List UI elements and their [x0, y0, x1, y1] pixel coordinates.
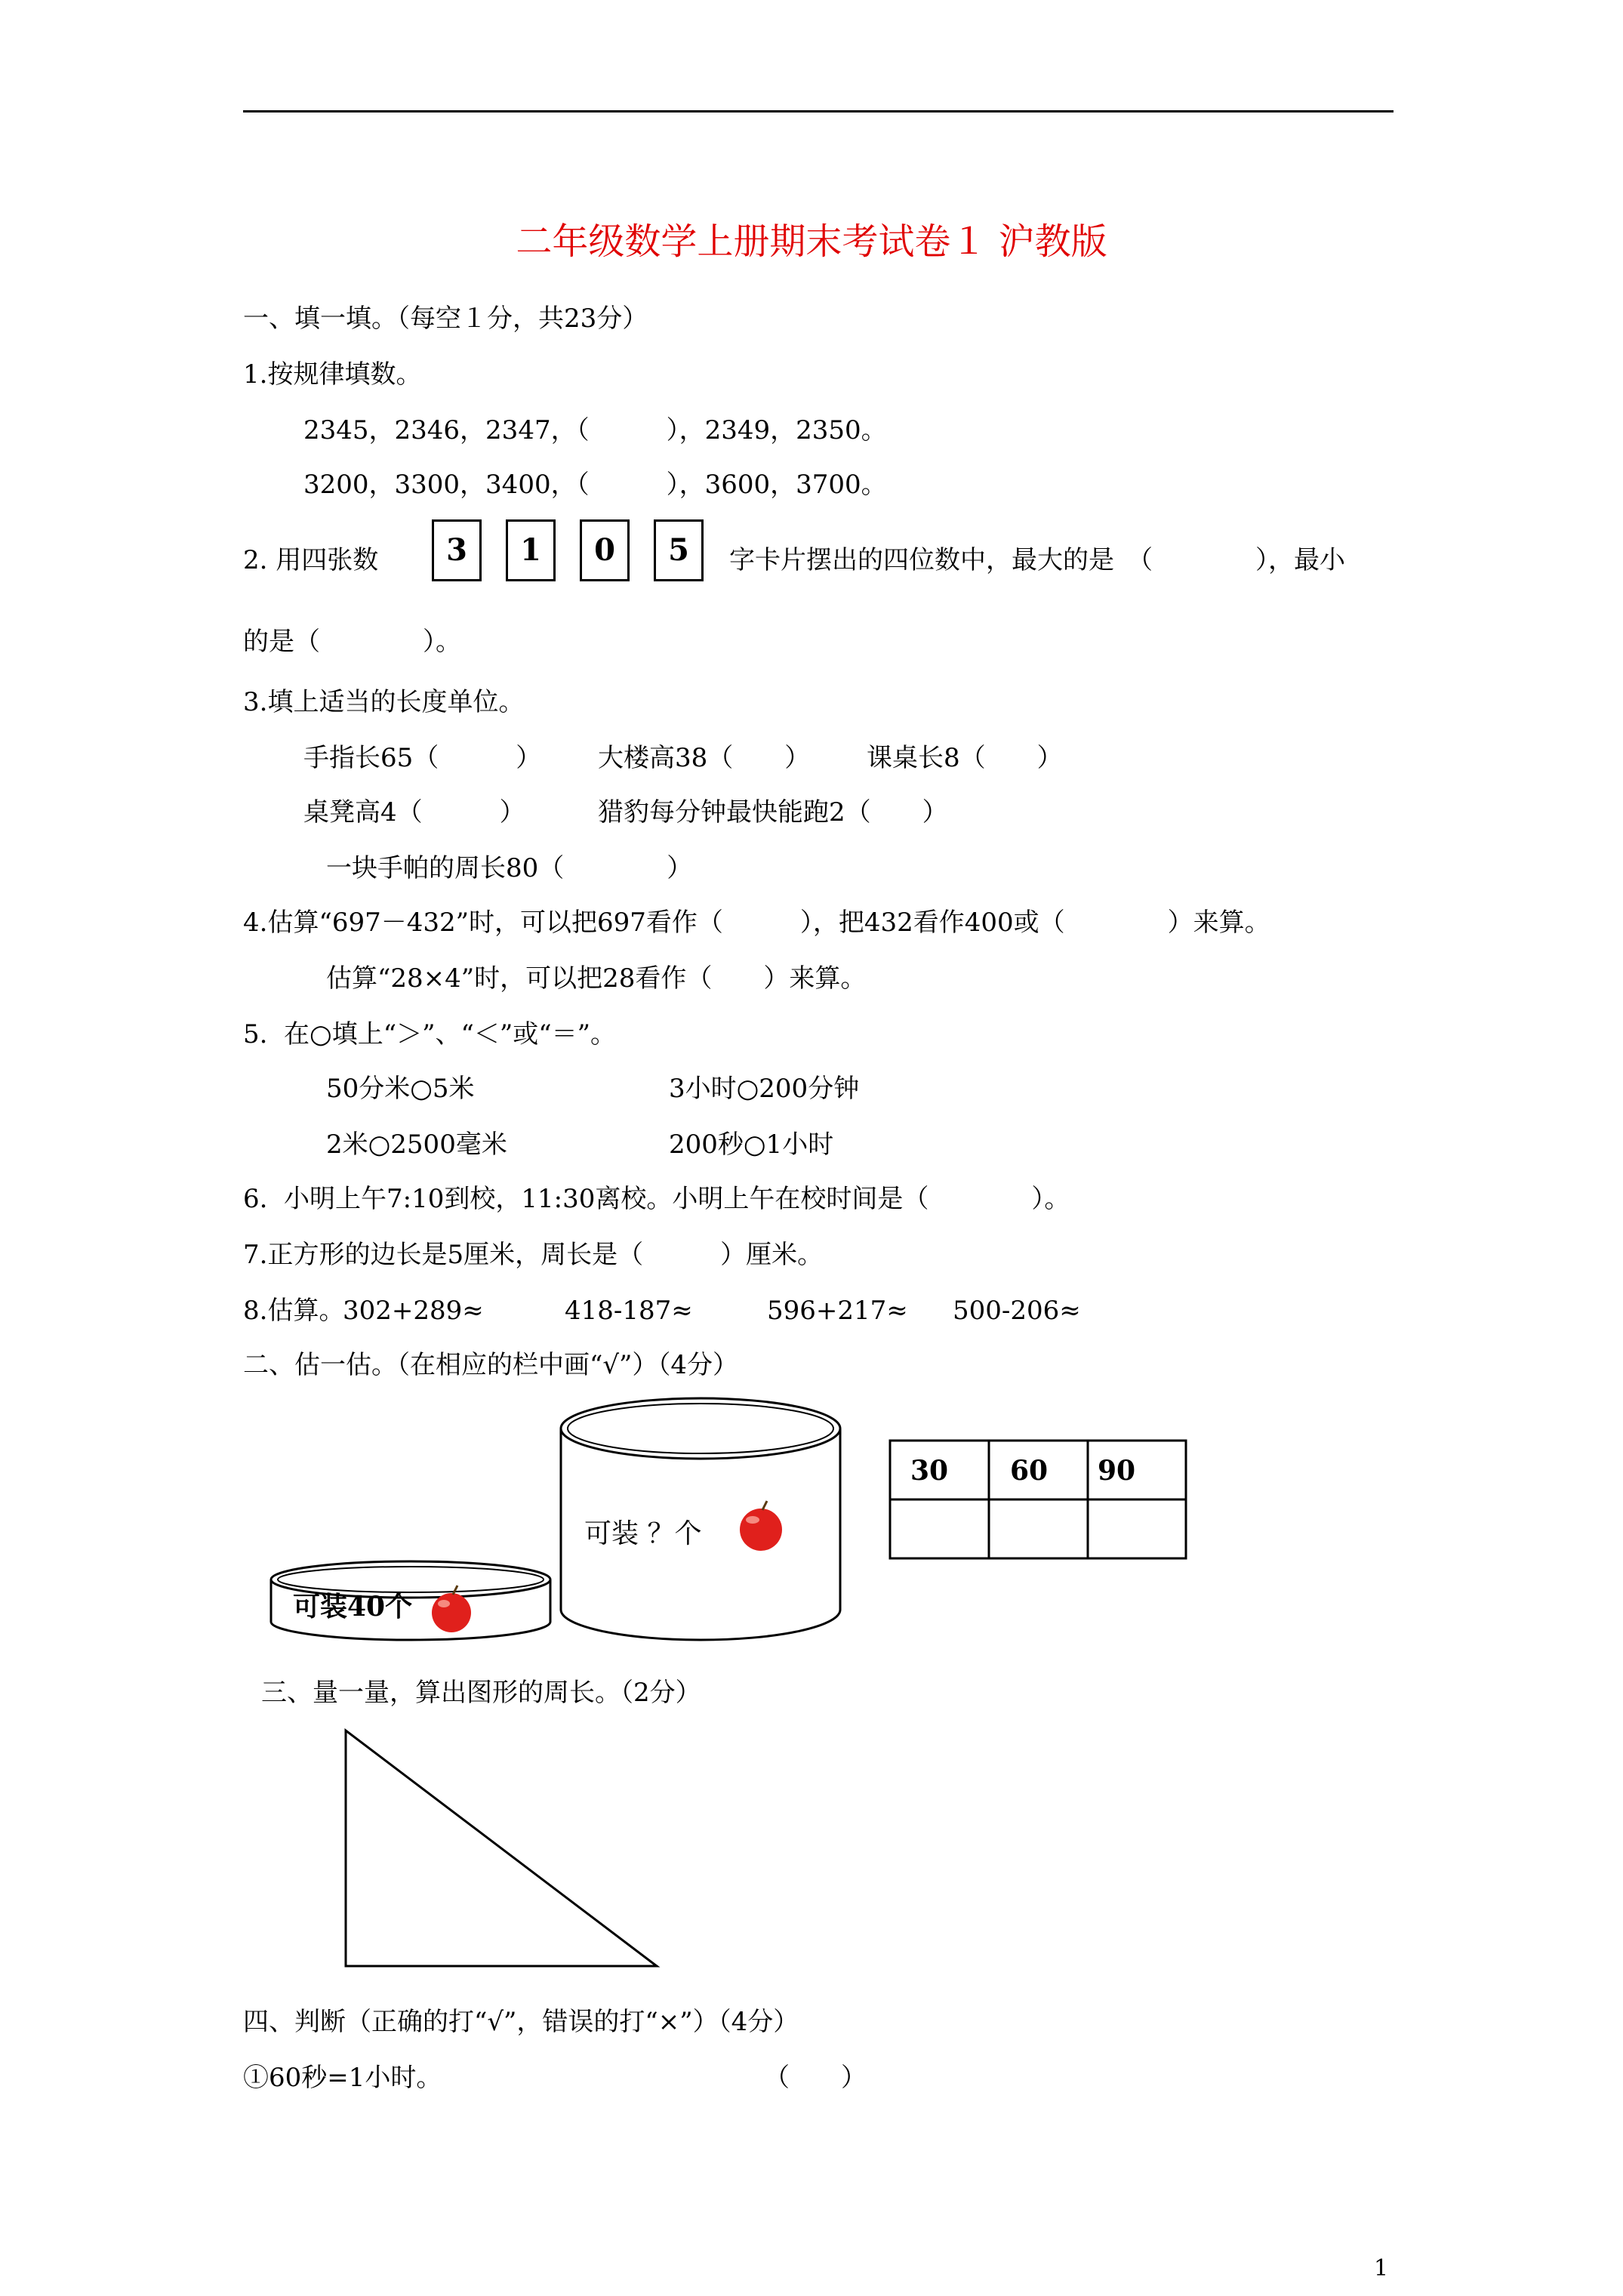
option-90: 90 — [1098, 1455, 1136, 1487]
q5-item-d: 200秒○1小时 — [669, 1130, 834, 1160]
q3-item-b: 大楼高38（ ） — [598, 743, 811, 773]
section-2-heading: 二、估一估。（在相应的栏中画“√”）（4分） — [243, 1350, 739, 1380]
q3-item-a: 手指长65（ ） — [303, 743, 542, 773]
q5-item-a: 50分米○5米 — [326, 1074, 475, 1104]
section-4-heading: 四、判断（正确的打“√”，错误的打“×”）（4分） — [243, 2007, 799, 2037]
digit-card-4: 5 — [654, 519, 704, 581]
judge-item-1-blank: （ ） — [764, 2063, 867, 2093]
q3-item-d: 桌凳高4（ ） — [303, 797, 525, 827]
option-60: 60 — [1010, 1455, 1049, 1487]
q4-line2: 估算“28×4”时，可以把28看作（ ）来算。 — [326, 963, 867, 994]
q8-item-c: 596+217≈ — [767, 1296, 908, 1326]
small-container-label: 可装40个 — [293, 1591, 413, 1623]
section-1-heading: 一、填一填。（每空１分，共23分） — [243, 304, 648, 334]
digit-card-2: 1 — [506, 519, 556, 581]
q5-item-b: 3小时○200分钟 — [669, 1074, 860, 1104]
q4-line1: 4.估算“697－432”时，可以把697看作（ ），把432看作400或（ ）来算。 — [243, 908, 1270, 938]
q8-item-d: 500-206≈ — [953, 1296, 1081, 1326]
q2-prefix: 2. 用四张数 — [243, 545, 379, 575]
q5-label: 5. 在○填上“＞”、“＜”或“＝”。 — [243, 1019, 617, 1049]
q3-item-e: 猎豹每分钟最快能跑2（ ） — [598, 797, 948, 827]
q3-item-f: 一块手帕的周长80（ ） — [326, 853, 693, 883]
q8-item-b: 418-187≈ — [565, 1296, 693, 1326]
q5-item-c: 2米○2500毫米 — [326, 1130, 507, 1160]
digit-card-1: 3 — [432, 519, 482, 581]
judge-item-1: ①60秒=1小时。 — [243, 2063, 442, 2093]
q6-text: 6. 小明上午7:10到校，11:30离校。小明上午在校时间是（ ）。 — [243, 1184, 1070, 1214]
option-30: 30 — [910, 1455, 949, 1487]
triangle-figure — [346, 1730, 657, 1966]
page-title: 二年级数学上册期末考试卷１ 沪教版 — [516, 220, 1107, 263]
digit-card-3: 0 — [580, 519, 630, 581]
q7-text: 7.正方形的边长是5厘米，周长是（ ）厘米。 — [243, 1240, 824, 1270]
q8-label: 8.估算。 — [243, 1296, 345, 1326]
q1-sequence-1: 2345，2346，2347，（ ），2349，2350。 — [303, 415, 887, 445]
q2-line2: 的是（ ）。 — [243, 627, 461, 657]
section-3-heading: 三、量一量，算出图形的周长。（2分） — [261, 1678, 701, 1708]
q1-label: 1.按规律填数。 — [243, 359, 422, 390]
large-container-label: 可装 ？个 — [584, 1518, 702, 1549]
q3-label: 3.填上适当的长度单位。 — [243, 687, 525, 717]
q1-sequence-2: 3200，3300，3400，（ ），3600，3700。 — [303, 470, 887, 500]
q2-suffix: 字卡片摆出的四位数中，最大的是 （ ），最小 — [729, 545, 1345, 575]
q3-item-c: 课桌长8（ ） — [867, 743, 1063, 773]
page-number: 1 — [1374, 2255, 1389, 2282]
q8-item-a: 302+289≈ — [343, 1296, 484, 1326]
